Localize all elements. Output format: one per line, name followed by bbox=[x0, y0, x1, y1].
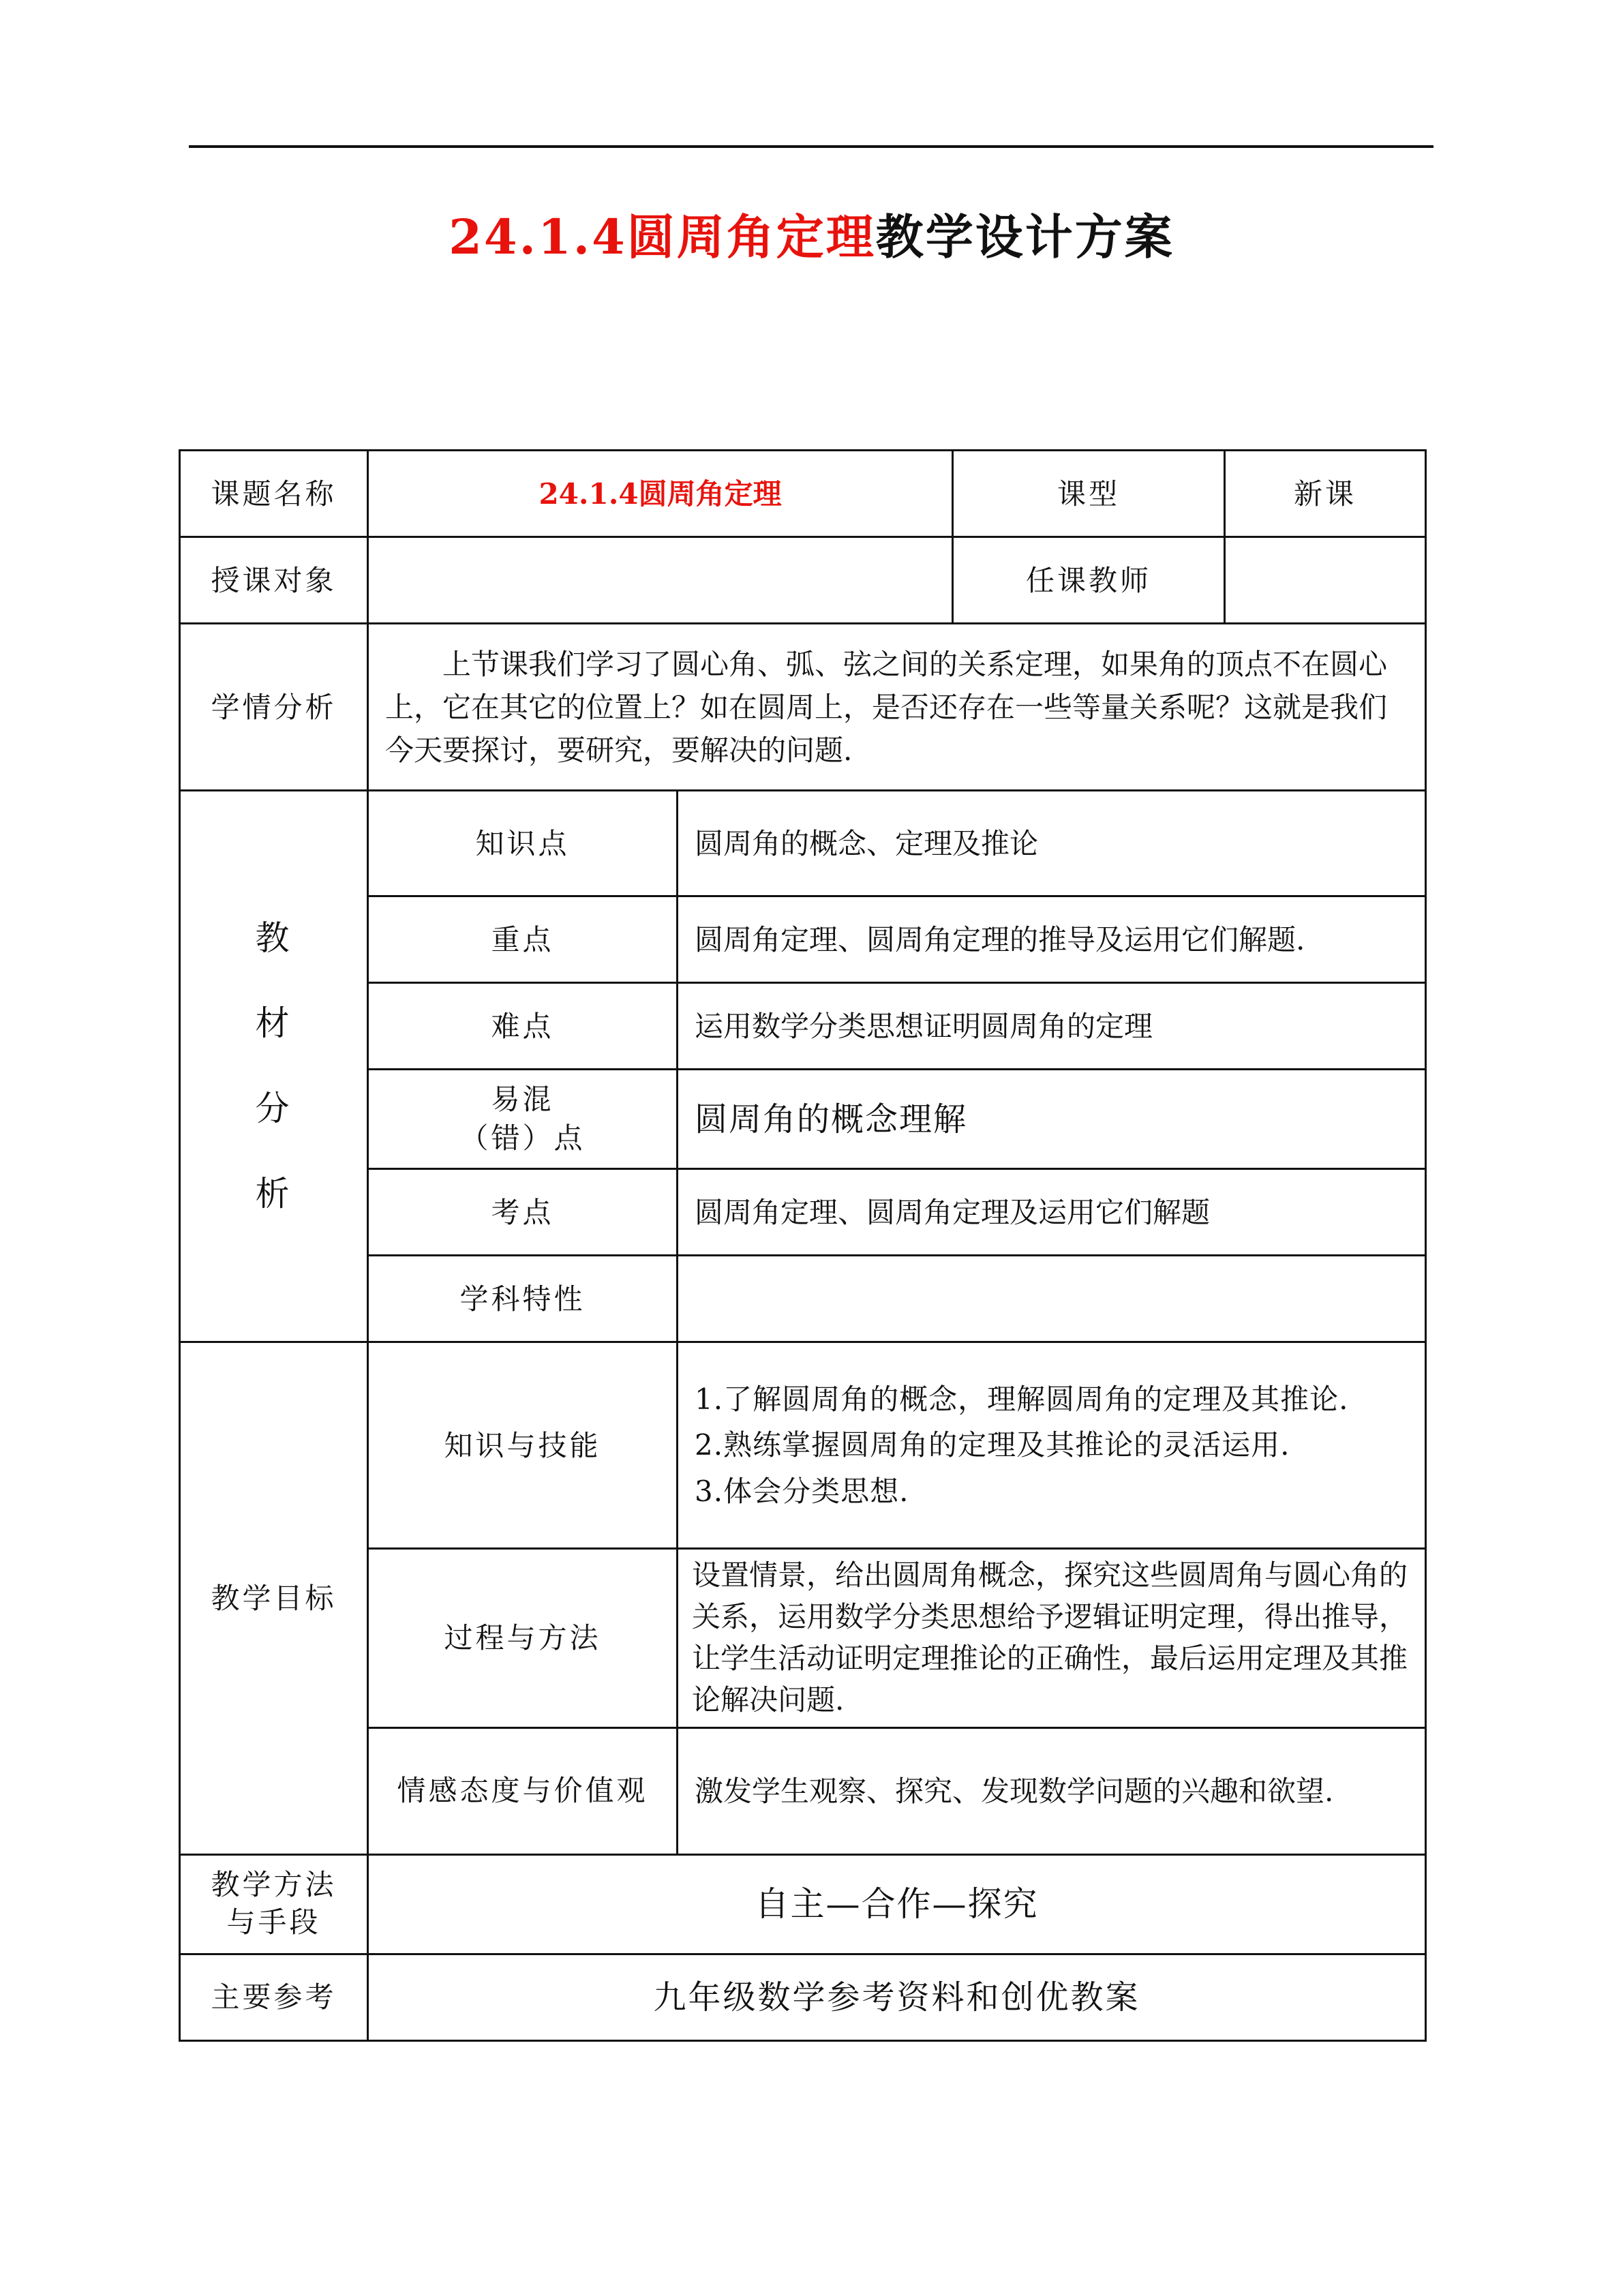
goal-item: 1.了解圆周角的概念，理解圆周角的定理及其推论. bbox=[695, 1383, 1349, 1417]
material-value: 运用数学分类思想证明圆周角的定理 bbox=[678, 983, 1426, 1070]
row-topic bbox=[180, 451, 1426, 537]
teacher-label: 任课教师 bbox=[953, 537, 1225, 624]
lesson-type-value: 新课 bbox=[1225, 451, 1426, 537]
goals-label: 教学目标 bbox=[180, 1342, 368, 1855]
material-value: 圆周角定理、圆周角定理及运用它们解题 bbox=[678, 1169, 1426, 1256]
material-key: 学科特性 bbox=[368, 1256, 678, 1342]
topic-label: 课题名称 bbox=[180, 451, 368, 537]
row-method bbox=[180, 1854, 1426, 1954]
teacher-value bbox=[1225, 537, 1426, 624]
title-topic: 24.1.4圆周角定理 bbox=[449, 209, 876, 265]
material-value: 圆周角定理、圆周角定理的推导及运用它们解题. bbox=[678, 896, 1426, 983]
material-key: 考点 bbox=[368, 1169, 678, 1256]
topic-value: 24.1.4圆周角定理 bbox=[368, 451, 953, 537]
goals-process-value: 设置情景，给出圆周角概念，探究这些圆周角与圆心角的关系，运用数学分类思想给予逻辑证明定理，得出推导，让学生活动证明定理推论的正确性，最后运用定理及其推论解决问题. bbox=[678, 1549, 1426, 1728]
header-rule bbox=[189, 145, 1434, 148]
audience-label: 授课对象 bbox=[180, 537, 368, 624]
material-label-char: 析 bbox=[255, 1174, 292, 1213]
method-label: 教学方法与手段 bbox=[180, 1854, 368, 1954]
lesson-type-label: 课型 bbox=[953, 451, 1225, 537]
goal-item: 3.体会分类思想. bbox=[695, 1474, 909, 1508]
material-label-char: 材 bbox=[255, 1003, 292, 1043]
goals-key: 情感态度与价值观 bbox=[368, 1727, 678, 1854]
goal-item: 2.熟练掌握圆周角的定理及其推论的灵活运用. bbox=[695, 1428, 1290, 1462]
goals-key: 知识与技能 bbox=[368, 1342, 678, 1549]
material-key: 重点 bbox=[368, 896, 678, 983]
title-suffix: 教学设计方案 bbox=[875, 209, 1174, 265]
goals-key: 过程与方法 bbox=[368, 1549, 678, 1728]
reference-label: 主要参考 bbox=[180, 1954, 368, 2040]
material-label-char: 分 bbox=[255, 1089, 292, 1128]
lesson-plan-table bbox=[179, 449, 1427, 2042]
analysis-text: 上节课我们学习了圆心角、弧、弦之间的关系定理，如果角的顶点不在圆心上，它在其它的位置上？如在圆周上，是否还存在一些等量关系呢？这就是我们今天要探讨，要研究，要解决的问题. bbox=[385, 647, 1388, 767]
material-key: 知识点 bbox=[368, 791, 678, 896]
material-key-line: 易混 bbox=[491, 1082, 554, 1116]
material-value bbox=[678, 1256, 1426, 1342]
reference-value: 九年级数学参考资料和创优教案 bbox=[368, 1954, 1426, 2040]
goals-knowledge-cell bbox=[678, 1342, 1426, 1549]
row-audience bbox=[180, 537, 1426, 624]
material-key: 难点 bbox=[368, 983, 678, 1070]
material-value: 圆周角的概念理解 bbox=[678, 1070, 1426, 1169]
material-label-char: 教 bbox=[255, 918, 292, 958]
material-key bbox=[368, 1070, 678, 1169]
goals-row-knowledge bbox=[180, 1342, 1426, 1549]
audience-value bbox=[368, 537, 953, 624]
material-label bbox=[180, 791, 368, 1342]
page-title bbox=[0, 203, 1623, 271]
analysis-label: 学情分析 bbox=[180, 624, 368, 791]
material-key-line: （错）点 bbox=[459, 1121, 586, 1155]
material-row-knowledge bbox=[180, 791, 1426, 896]
method-value: 自主—合作—探究 bbox=[368, 1854, 1426, 1954]
goals-emotion-value: 激发学生观察、探究、发现数学问题的兴趣和欲望. bbox=[678, 1727, 1426, 1854]
row-analysis bbox=[180, 624, 1426, 791]
material-value: 圆周角的概念、定理及推论 bbox=[678, 791, 1426, 896]
row-reference bbox=[180, 1954, 1426, 2040]
analysis-cell bbox=[368, 624, 1426, 791]
